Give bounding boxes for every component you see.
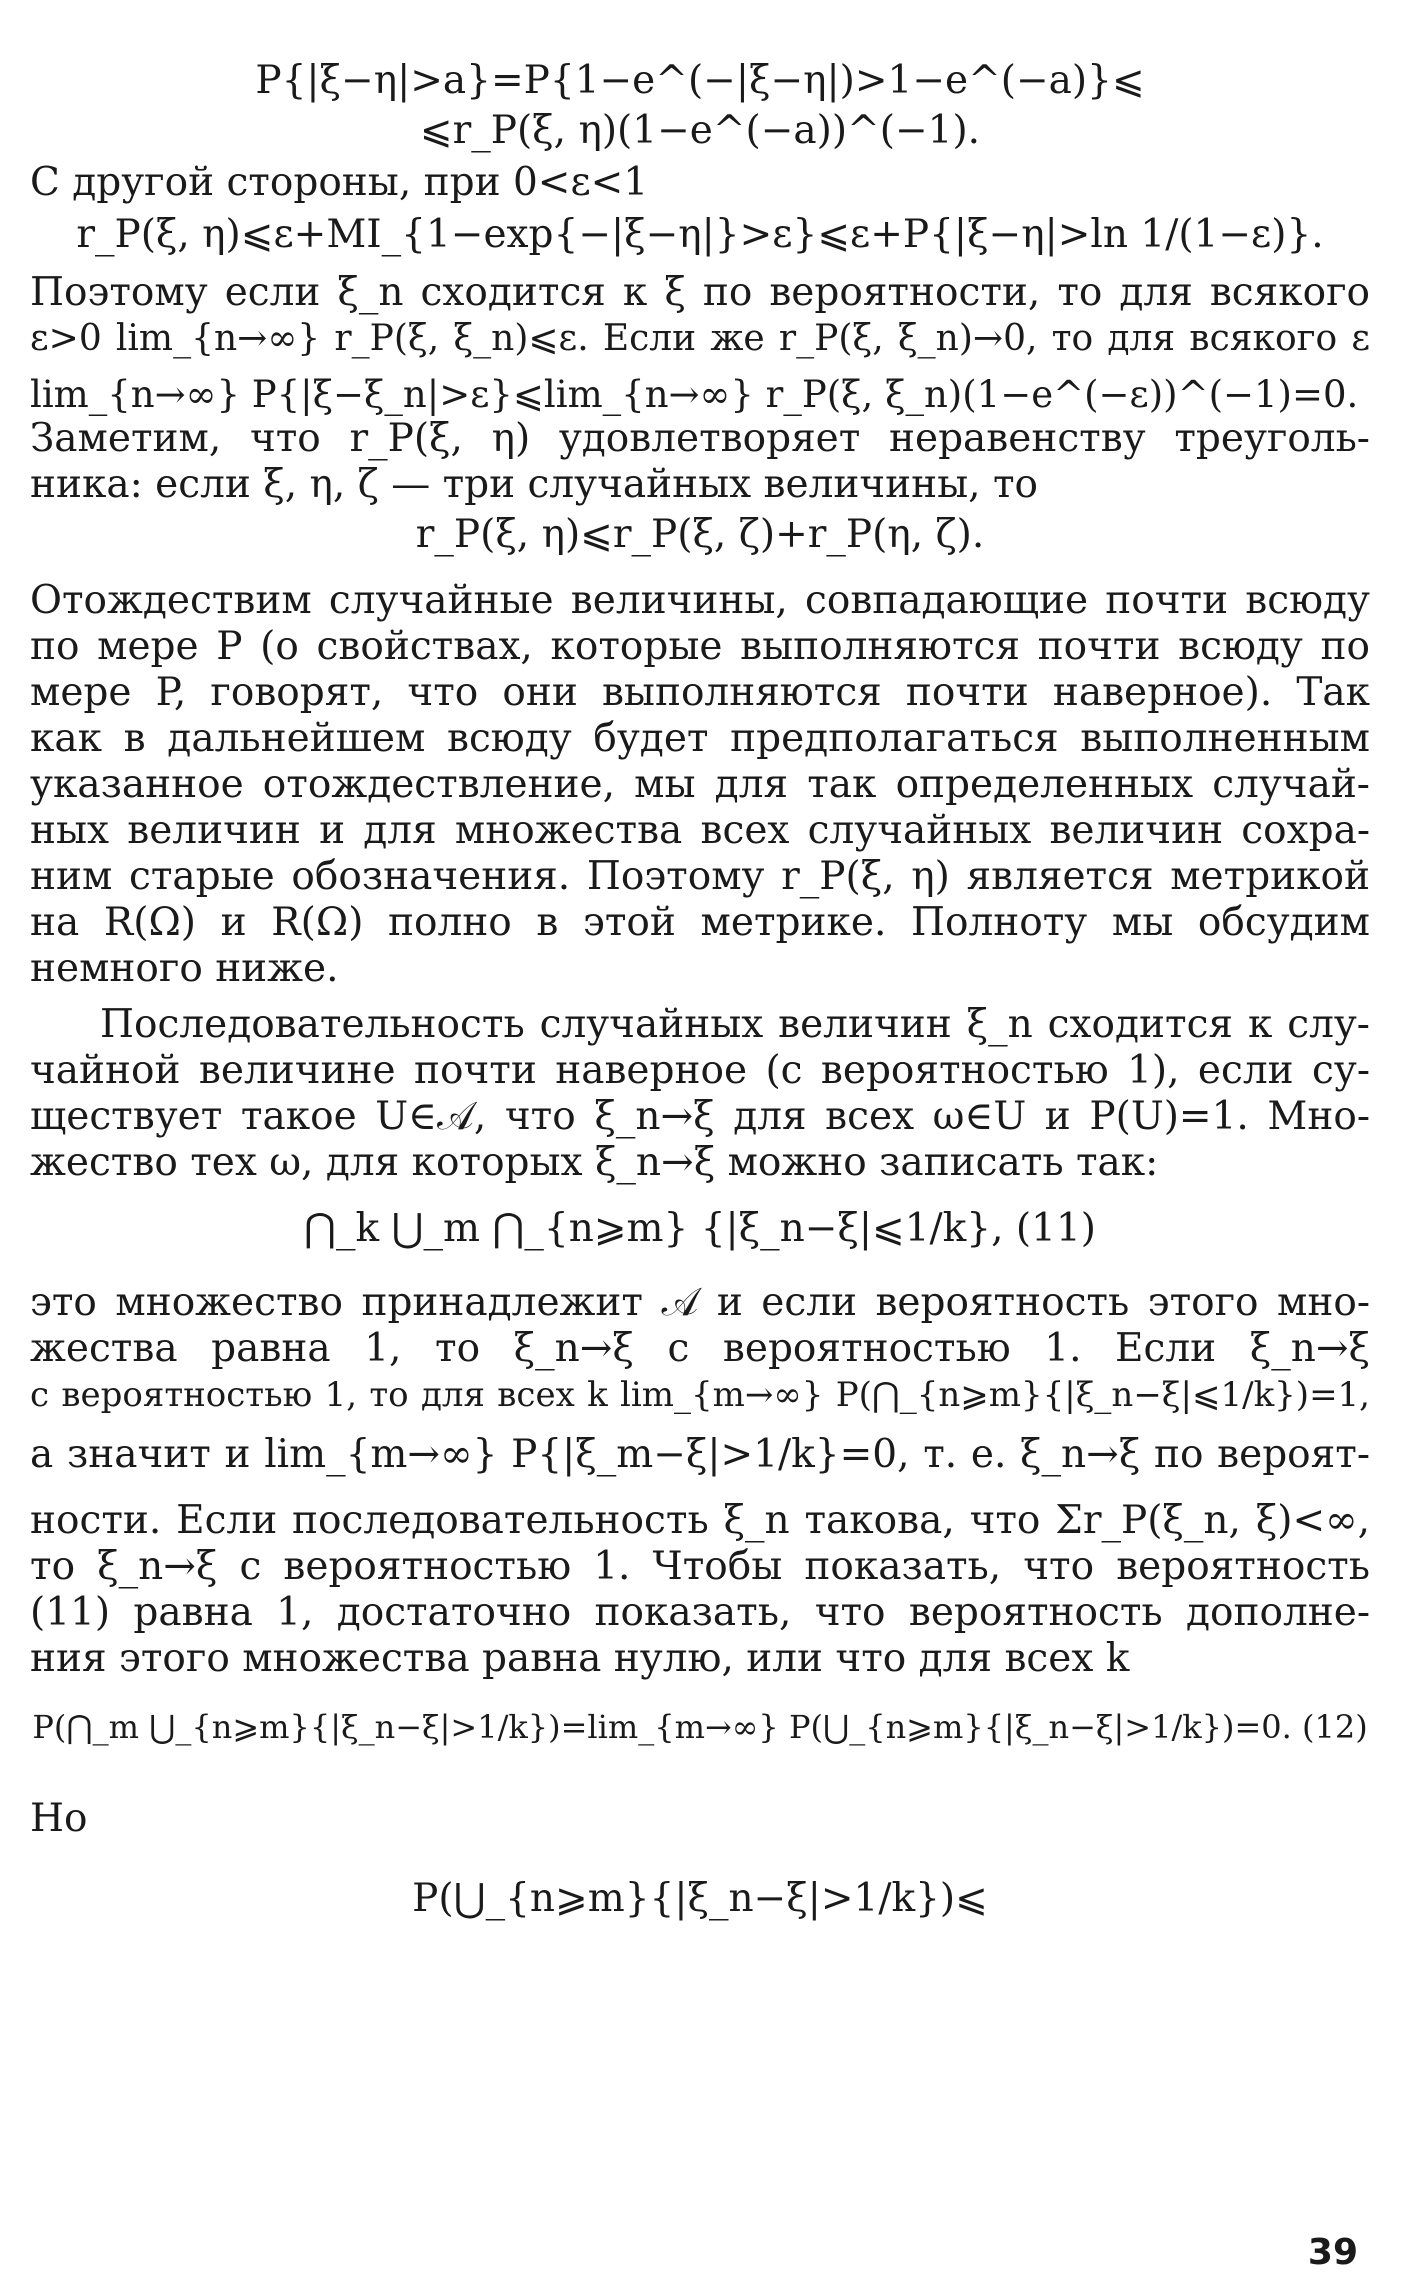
formula-line: ⋂_k ⋃_m ⋂_{n⩾m} {|ξ_n−ξ|⩽1/k}, (11) [304,1206,1096,1251]
text-line: ности. Если последовательность ξ_n такова, что Σr_P(ξ_n, ξ)<∞, [30,1498,1370,1543]
text-line: Заметим, что r_P(ξ, η) удовлетворяет неравенству треуголь- [30,416,1370,461]
text-line: немного ниже. [30,946,339,991]
text-line: то ξ_n→ξ с вероятностью 1. Чтобы показать, что вероятность [30,1544,1370,1589]
text-line: мере P, говорят, что они выполняются почти наверное). Так [30,670,1370,715]
text-line: ε>0 lim_{n→∞} r_P(ξ, ξ_n)⩽ε. Если же r_P(ξ, ξ_n)→0, то для всякого ε [30,318,1370,359]
text-line: указанное отождествление, мы для так определенных случай- [30,762,1370,807]
text-line: (11) равна 1, достаточно показать, что вероятность дополне- [30,1590,1370,1635]
text-line: ника: если ξ, η, ζ — три случайных величины, то [30,462,1039,507]
text-line: С другой стороны, при 0<ε<1 [30,160,649,205]
text-line: Поэтому если ξ_n сходится к ξ по вероятности, то для всякого [30,270,1370,315]
text-line: как в дальнейшем всюду будет предполагаться выполненным [30,716,1370,761]
text-line: на R(Ω) и R(Ω) полно в этой метрике. Полноту мы обсудим [30,900,1370,945]
text-line: с вероятностью 1, то для всех k lim_{m→∞} P(⋂_{n⩾m}{|ξ_n−ξ|⩽1/k})=1, [30,1375,1370,1415]
text-line: чайной величине почти наверное (с вероятностью 1), если су- [30,1048,1370,1093]
text-line: ществует такое U∈𝒜, что ξ_n→ξ для всех ω∈U и P(U)=1. Мно- [30,1094,1370,1139]
text-line: а значит и lim_{m→∞} P{|ξ_m−ξ|>1/k}=0, т. е. ξ_n→ξ по вероят- [30,1432,1370,1477]
formula-line: r_P(ξ, η)⩽ε+MI_{1−exp{−|ξ−η|}>ε}⩽ε+P{|ξ−η|>ln 1/(1−ε)}. [76,212,1324,257]
text-line: Последовательность случайных величин ξ_n сходится к слу- [100,1002,1370,1047]
formula-line: P(⋂_m ⋃_{n⩾m}{|ξ_n−ξ|>1/k})=lim_{m→∞} P(⋃_{n⩾m}{|ξ_n−ξ|>1/k})=0. (12) [32,1708,1368,1746]
text-line: жество тех ω, для которых ξ_n→ξ можно записать так: [30,1140,1159,1185]
formula-line: P(⋃_{n⩾m}{|ξ_n−ξ|>1/k})⩽ [412,1876,988,1921]
formula-line: lim_{n→∞} P{|ξ−ξ_n|>ε}⩽lim_{n→∞} r_P(ξ, ξ_n)(1−e^(−ε))^(−1)=0. [30,373,1359,416]
text-line: ния этого множества равна нулю, или что для всех k [30,1636,1130,1681]
text-line: по мере P (о свойствах, которые выполняются почти всюду по [30,624,1370,669]
text-line: ним старые обозначения. Поэтому r_P(ξ, η) является метрикой [30,854,1370,899]
formula-line: ⩽r_P(ξ, η)(1−e^(−a))^(−1). [419,108,981,153]
page-number: 39 [1307,2232,1358,2273]
text-line: это множество принадлежит 𝒜 и если вероятность этого мно- [30,1280,1370,1325]
formula-line: P{|ξ−η|>a}=P{1−e^(−|ξ−η|)>1−e^(−a)}⩽ [255,58,1145,103]
text-line: ных величин и для множества всех случайных величин сохра- [30,808,1370,853]
text-line: Отождествим случайные величины, совпадающие почти всюду [30,578,1370,623]
text-line: жества равна 1, то ξ_n→ξ с вероятностью 1. Если ξ_n→ξ [30,1326,1370,1371]
formula-line: r_P(ξ, η)⩽r_P(ξ, ζ)+r_P(η, ζ). [415,512,985,557]
text-line: Но [30,1796,88,1841]
